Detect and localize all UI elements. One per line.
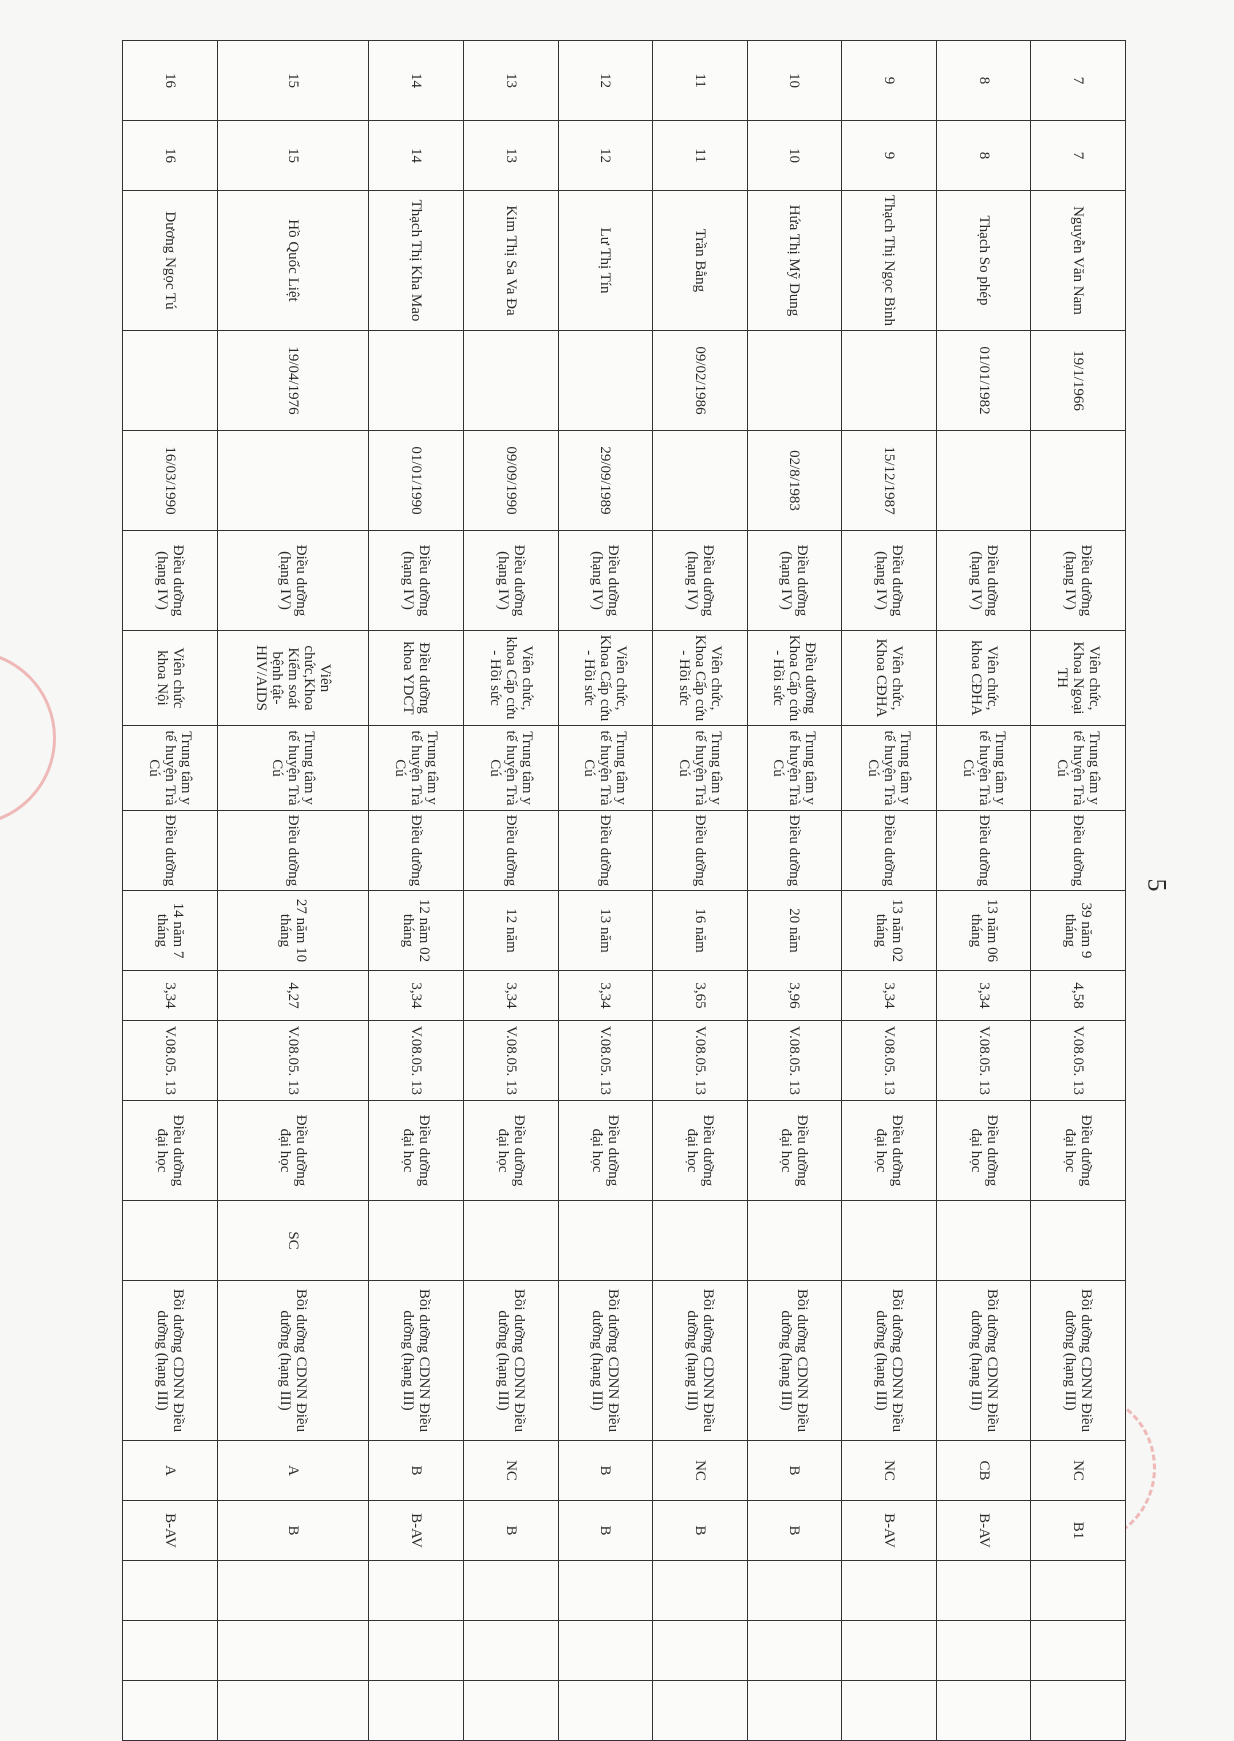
cell-it: NC [1031,1441,1126,1501]
cell-c2: 14 [369,121,464,191]
cell-politics [463,1201,558,1281]
cell-unit: Trung tâm y tế huyện Trà Cú [558,726,653,811]
cell-name: Dương Ngọc Tú [123,191,218,331]
cell-name: Hồ Quốc Liệt [217,191,369,331]
cell-title: Điều dưỡng (hạng IV) [1031,531,1126,631]
cell-coef: 4,27 [217,971,369,1021]
cell-e3 [369,1681,464,1741]
cell-position: Điều dưỡng Khoa Cấp cứu - Hồi sức [747,631,842,726]
cell-e2 [747,1621,842,1681]
cell-dob-female: 29/09/1989 [558,431,653,531]
cell-dob-female: 09/09/1990 [463,431,558,531]
cell-field: Điều dưỡng [1031,811,1126,891]
cell-position: Viên chức khoa Nội [123,631,218,726]
cell-seniority: 39 năm 9 tháng [1031,891,1126,971]
cell-position: Viên chức, Khoa Cấp cứu - Hồi sức [558,631,653,726]
cell-lang: B-AV [936,1501,1031,1561]
cell-dob-female: 01/01/1990 [369,431,464,531]
cell-code: V.08.05. 13 [369,1021,464,1101]
cell-e2 [558,1621,653,1681]
cell-degree: Điều dưỡng đại học [558,1101,653,1201]
cell-e2 [653,1621,748,1681]
cell-code: V.08.05. 13 [463,1021,558,1101]
cell-position: Viên chức, Khoa Cấp cứu - Hồi sức [653,631,748,726]
cell-degree: Điều dưỡng đại học [747,1101,842,1201]
table-row [1031,41,1126,1741]
cell-e3 [1031,1681,1126,1741]
cell-position: Điều dưỡng khoa YDCT [369,631,464,726]
cell-c2: 13 [463,121,558,191]
cell-title: Điều dưỡng (hạng IV) [369,531,464,631]
cell-e3 [936,1681,1031,1741]
cell-name: Nguyễn Văn Nam [1031,191,1126,331]
cell-e3 [217,1681,369,1741]
cell-dob-female: 02/8/1983 [747,431,842,531]
cell-unit: Trung tâm y tế huyện Trà Cú [369,726,464,811]
cell-c1: 8 [936,41,1031,121]
cell-training: Bồi dưỡng CDNN Điều dưỡng (hạng III) [369,1281,464,1441]
cell-lang: B1 [1031,1501,1126,1561]
cell-code: V.08.05. 13 [653,1021,748,1101]
cell-c2: 16 [123,121,218,191]
cell-dob-female [217,431,369,531]
cell-e2 [1031,1621,1126,1681]
cell-e3 [653,1681,748,1741]
cell-it: NC [463,1441,558,1501]
cell-coef: 3,34 [936,971,1031,1021]
cell-seniority: 13 năm 02 tháng [842,891,937,971]
cell-politics [369,1201,464,1281]
table-row [463,41,558,1741]
cell-title: Điều dưỡng (hạng IV) [747,531,842,631]
cell-training: Bồi dưỡng CDNN Điều dưỡng (hạng III) [463,1281,558,1441]
cell-degree: Điều dưỡng đại học [123,1101,218,1201]
cell-e3 [558,1681,653,1741]
red-seal-stamp-left [0,650,56,826]
cell-politics [558,1201,653,1281]
cell-c1: 16 [123,41,218,121]
cell-code: V.08.05. 13 [558,1021,653,1101]
cell-position: Viên chức, khoa CĐHA [936,631,1031,726]
cell-dob-male: 19/1/1966 [1031,331,1126,431]
cell-it: NC [653,1441,748,1501]
cell-lang: B-AV [369,1501,464,1561]
cell-unit: Trung tâm y tế huyện Trà Cú [936,726,1031,811]
cell-c2: 7 [1031,121,1126,191]
cell-dob-male [842,331,937,431]
cell-unit: Trung tâm y tế huyện Trà Cú [463,726,558,811]
cell-politics: SC [217,1201,369,1281]
cell-degree: Điều dưỡng đại học [936,1101,1031,1201]
cell-it: A [123,1441,218,1501]
cell-e1 [558,1561,653,1621]
cell-training: Bồi dưỡng CDNN Điều dưỡng (hạng III) [653,1281,748,1441]
cell-dob-female [936,431,1031,531]
cell-code: V.08.05. 13 [123,1021,218,1101]
cell-e1 [123,1561,218,1621]
cell-dob-female [653,431,748,531]
cell-c1: 12 [558,41,653,121]
cell-title: Điều dưỡng (hạng IV) [653,531,748,631]
table-row [123,41,218,1741]
cell-name: Thạch Thị Kha Mao [369,191,464,331]
staff-table [122,40,1126,1741]
cell-seniority: 13 năm [558,891,653,971]
cell-coef: 4,58 [1031,971,1126,1021]
cell-field: Điều dưỡng [123,811,218,891]
table-row [936,41,1031,1741]
cell-unit: Trung tâm y tế huyện Trà Cú [842,726,937,811]
cell-training: Bồi dưỡng CDNN Điều dưỡng (hạng III) [1031,1281,1126,1441]
cell-seniority: 20 năm [747,891,842,971]
cell-dob-male: 09/02/1986 [653,331,748,431]
cell-politics [936,1201,1031,1281]
cell-coef: 3,34 [123,971,218,1021]
cell-name: Kim Thị Sa Va Đa [463,191,558,331]
cell-e2 [217,1621,369,1681]
cell-dob-male [747,331,842,431]
table-row [747,41,842,1741]
cell-code: V.08.05. 13 [936,1021,1031,1101]
cell-code: V.08.05. 13 [1031,1021,1126,1101]
cell-it: B [369,1441,464,1501]
cell-unit: Trung tâm y tế huyện Trà Cú [1031,726,1126,811]
cell-e1 [1031,1561,1126,1621]
cell-lang: B [747,1501,842,1561]
cell-field: Điều dưỡng [558,811,653,891]
cell-dob-male: 19/04/1976 [217,331,369,431]
cell-dob-female: 15/12/1987 [842,431,937,531]
cell-seniority: 16 năm [653,891,748,971]
cell-lang: B [217,1501,369,1561]
cell-unit: Trung tâm y tế huyện Trà Cú [217,726,369,811]
cell-coef: 3,65 [653,971,748,1021]
cell-e1 [936,1561,1031,1621]
cell-field: Điều dưỡng [747,811,842,891]
cell-c1: 13 [463,41,558,121]
cell-title: Điều dưỡng (hạng IV) [217,531,369,631]
cell-degree: Điều dưỡng đại học [842,1101,937,1201]
cell-lang: B-AV [842,1501,937,1561]
cell-seniority: 13 năm 06 tháng [936,891,1031,971]
cell-name: Thạch So phép [936,191,1031,331]
cell-name: Hứa Thị Mỹ Dung [747,191,842,331]
cell-e1 [369,1561,464,1621]
cell-title: Điều dưỡng (hạng IV) [463,531,558,631]
cell-it: NC [842,1441,937,1501]
cell-field: Điều dưỡng [653,811,748,891]
cell-it: CB [936,1441,1031,1501]
cell-training: Bồi dưỡng CDNN Điều dưỡng (hạng III) [842,1281,937,1441]
cell-title: Điều dưỡng (hạng IV) [936,531,1031,631]
cell-c1: 7 [1031,41,1126,121]
cell-training: Bồi dưỡng CDNN Điều dưỡng (hạng III) [747,1281,842,1441]
cell-e2 [463,1621,558,1681]
cell-e1 [463,1561,558,1621]
cell-field: Điều dưỡng [842,811,937,891]
cell-position: Viên chức,Khoa Kiểm soát bệnh tật-HIV/AIDS [217,631,369,726]
cell-title: Điều dưỡng (hạng IV) [123,531,218,631]
cell-c2: 10 [747,121,842,191]
cell-field: Điều dưỡng [936,811,1031,891]
cell-coef: 3,34 [369,971,464,1021]
cell-c2: 8 [936,121,1031,191]
cell-seniority: 14 năm 7 tháng [123,891,218,971]
cell-it: B [558,1441,653,1501]
cell-field: Điều dưỡng [463,811,558,891]
cell-degree: Điều dưỡng đại học [217,1101,369,1201]
cell-c2: 9 [842,121,937,191]
cell-coef: 3,34 [463,971,558,1021]
cell-politics [1031,1201,1126,1281]
cell-seniority: 12 năm 02 tháng [369,891,464,971]
cell-training: Bồi dưỡng CDNN Điều dưỡng (hạng III) [936,1281,1031,1441]
cell-lang: B [653,1501,748,1561]
cell-it: B [747,1441,842,1501]
cell-dob-male [369,331,464,431]
cell-coef: 3,96 [747,971,842,1021]
cell-seniority: 12 năm [463,891,558,971]
cell-dob-female: 16/03/1990 [123,431,218,531]
cell-unit: Trung tâm y tế huyện Trà Cú [123,726,218,811]
cell-coef: 3,34 [558,971,653,1021]
cell-training: Bồi dưỡng CDNN Điều dưỡng (hạng III) [123,1281,218,1441]
cell-seniority: 27 năm 10 tháng [217,891,369,971]
cell-degree: Điều dưỡng đại học [369,1101,464,1201]
cell-position: Viên chức, khoa Cấp cứu - Hồi sức [463,631,558,726]
cell-degree: Điều dưỡng đại học [463,1101,558,1201]
cell-title: Điều dưỡng (hạng IV) [558,531,653,631]
cell-degree: Điều dưỡng đại học [653,1101,748,1201]
cell-c1: 14 [369,41,464,121]
cell-lang: B [463,1501,558,1561]
cell-it: A [217,1441,369,1501]
cell-c1: 9 [842,41,937,121]
cell-unit: Trung tâm y tế huyện Trà Cú [653,726,748,811]
cell-e2 [936,1621,1031,1681]
cell-politics [842,1201,937,1281]
cell-position: Viên chức, Khoa Ngoại TH [1031,631,1126,726]
table-row [369,41,464,1741]
cell-e1 [747,1561,842,1621]
cell-e1 [842,1561,937,1621]
cell-e2 [369,1621,464,1681]
cell-coef: 3,34 [842,971,937,1021]
cell-field: Điều dưỡng [217,811,369,891]
cell-e1 [653,1561,748,1621]
cell-e3 [842,1681,937,1741]
cell-dob-male [558,331,653,431]
cell-c1: 15 [217,41,369,121]
cell-c2: 12 [558,121,653,191]
cell-politics [747,1201,842,1281]
cell-name: Thạch Thị Ngọc Bình [842,191,937,331]
staff-table-container [122,40,1126,1720]
cell-politics [653,1201,748,1281]
cell-c1: 11 [653,41,748,121]
cell-code: V.08.05. 13 [747,1021,842,1101]
table-row [653,41,748,1741]
cell-code: V.08.05. 13 [217,1021,369,1101]
cell-lang: B-AV [123,1501,218,1561]
cell-title: Điều dưỡng (hạng IV) [842,531,937,631]
cell-field: Điều dưỡng [369,811,464,891]
cell-dob-male: 01/01/1982 [936,331,1031,431]
cell-training: Bồi dưỡng CDNN Điều dưỡng (hạng III) [217,1281,369,1441]
cell-training: Bồi dưỡng CDNN Điều dưỡng (hạng III) [558,1281,653,1441]
cell-name: Trần Bằng [653,191,748,331]
cell-position: Viên chức, Khoa CĐHA [842,631,937,726]
cell-c2: 15 [217,121,369,191]
cell-dob-male [123,331,218,431]
cell-c1: 10 [747,41,842,121]
cell-e3 [463,1681,558,1741]
cell-politics [123,1201,218,1281]
cell-c2: 11 [653,121,748,191]
cell-dob-female [1031,431,1126,531]
cell-name: Lư Thị Tín [558,191,653,331]
cell-unit: Trung tâm y tế huyện Trà Cú [747,726,842,811]
cell-e2 [842,1621,937,1681]
page-number: 5 [1142,878,1172,892]
cell-e1 [217,1561,369,1621]
table-row [558,41,653,1741]
cell-code: V.08.05. 13 [842,1021,937,1101]
cell-dob-male [463,331,558,431]
cell-e2 [123,1621,218,1681]
cell-degree: Điều dưỡng đại học [1031,1101,1126,1201]
table-row [217,41,369,1741]
table-row [842,41,937,1741]
cell-lang: B [558,1501,653,1561]
cell-e3 [123,1681,218,1741]
cell-e3 [747,1681,842,1741]
